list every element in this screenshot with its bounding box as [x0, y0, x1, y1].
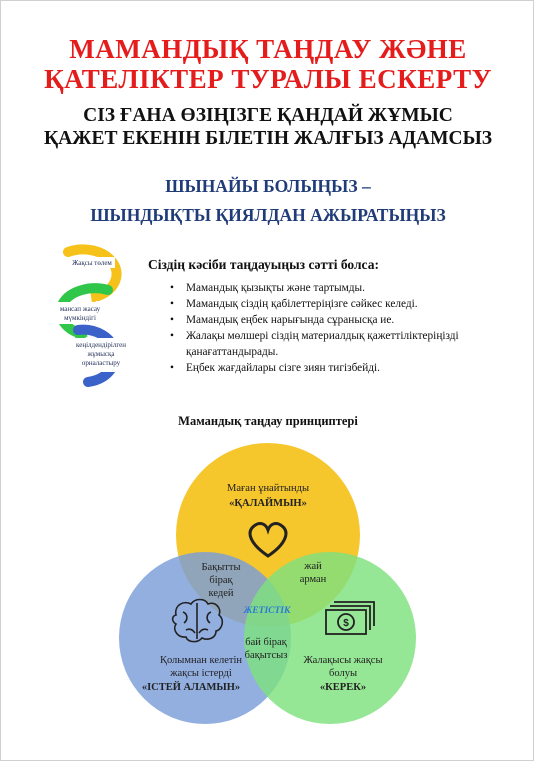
- venn-diagram: [0, 440, 536, 740]
- cycle-label-3c: орналастыру: [81, 359, 121, 367]
- want-need-label-1: жай: [304, 561, 322, 572]
- need-label-1: Жалақысы жақсы: [303, 655, 383, 666]
- can-need-label-1: бай бірақ: [245, 637, 287, 648]
- cycle-label-3a: кеңілдендірілген: [75, 341, 127, 349]
- can-need-label-2: бақытсыз: [244, 650, 288, 661]
- need-label-2: болуы: [329, 668, 357, 679]
- need-label-3: «КЕРЕК»: [319, 682, 367, 693]
- cycle-label-3b: жұмысқа: [87, 350, 115, 358]
- center-success-label: ЖЕТІСТІК: [243, 606, 291, 616]
- cycle-label-2b: мүмкіндігі: [64, 314, 96, 322]
- svg-text:$: $: [343, 618, 349, 629]
- list-item: • Еңбек жағдайлары сізге зиян тигізбейді.: [168, 360, 508, 376]
- want-can-label-2: бірақ: [209, 575, 233, 586]
- motto-line-2: ШЫНДЫҚТЫ ҚИЯЛДАН АЖЫРАТЫҢЫЗ: [90, 205, 446, 225]
- title-line-2: ҚАТЕЛІКТЕР ТУРАЛЫ ЕСКЕРТУ: [44, 64, 492, 94]
- career-cycle-graphic: [38, 238, 148, 393]
- title-line-1: МАМАНДЫҚ ТАҢДАУ ЖӘНЕ: [69, 34, 467, 64]
- success-list: [168, 280, 508, 376]
- list-item: • Жалақы мөлшері сіздің материалдық қажеттіліктеріңізді қанағаттандырады.: [168, 328, 508, 360]
- list-item: • Мамандық қызықты және тартымды.: [168, 280, 508, 296]
- principles-title: Мамандық таңдау принциптері: [178, 414, 358, 428]
- subtitle-line-1: СІЗ ҒАНА ӨЗІҢІЗГЕ ҚАНДАЙ ЖҰМЫС: [83, 105, 453, 126]
- list-item: • Мамандық сіздің қабілеттеріңізге сәйкес келеді.: [168, 296, 508, 312]
- can-label-3: «ІСТЕЙ АЛАМЫН»: [141, 682, 241, 693]
- can-label-1: Қолымнан келетін: [159, 655, 243, 666]
- subtitle-line-2: ҚАЖЕТ ЕКЕНІН БІЛЕТІН ЖАЛҒЫЗ АДАМСЫЗ: [43, 128, 493, 149]
- want-can-label-3: кедей: [208, 588, 234, 599]
- want-label-2: «ҚАЛАЙМЫН»: [229, 498, 307, 509]
- success-heading: Сіздің кәсіби таңдауыңыз сәтті болса:: [148, 257, 379, 272]
- want-label-1: Маған ұнайтынды: [226, 483, 310, 494]
- want-need-label-2: арман: [299, 574, 327, 585]
- cycle-label-1: Жақсы төлем: [72, 259, 112, 267]
- want-can-label-1: Бақытты: [201, 562, 241, 573]
- can-label-2: жақсы істерді: [170, 668, 232, 679]
- motto-line-1: ШЫНАЙЫ БОЛЫҢЫЗ –: [165, 176, 371, 196]
- cycle-label-2a: мансап жасау: [59, 305, 101, 313]
- list-item: • Мамандық еңбек нарығында сұранысқа ие.: [168, 312, 508, 328]
